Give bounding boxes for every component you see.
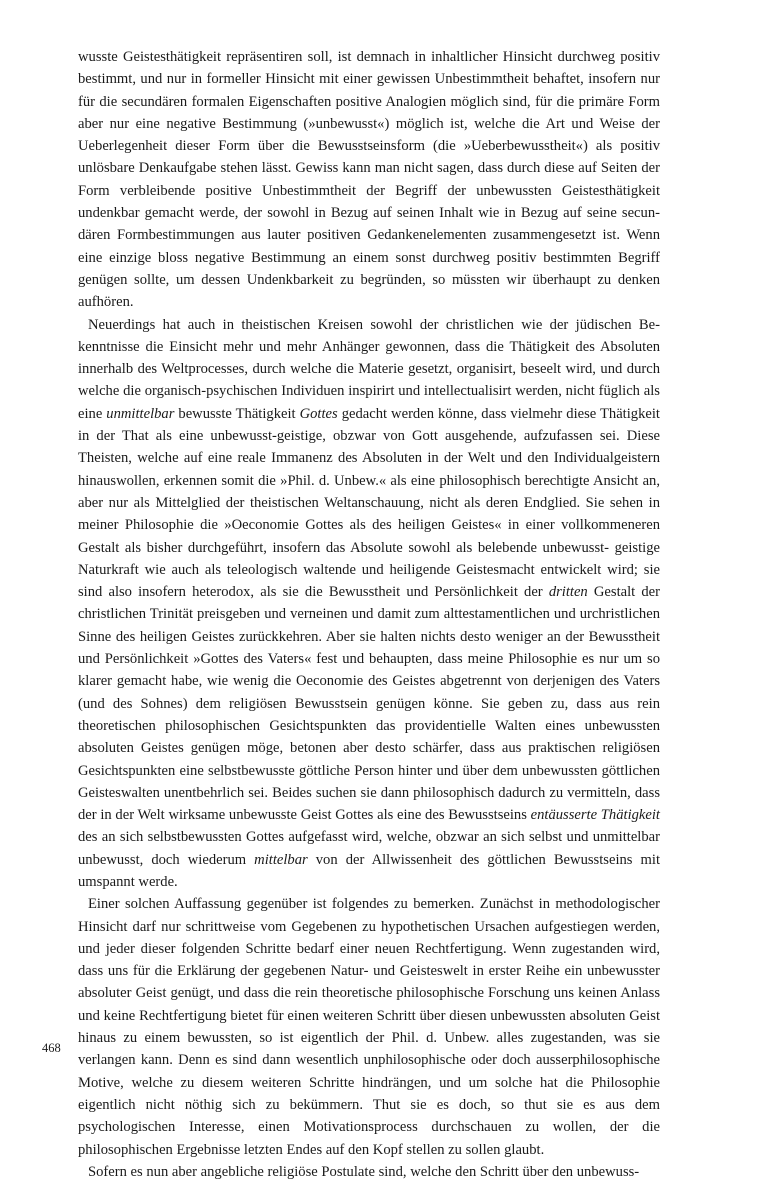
page-body <box>78 46 660 1183</box>
emphasized-text: entäusserte Thätigkeit <box>530 807 660 824</box>
paragraph-3 <box>78 893 660 1161</box>
text-run: bewusste Thätigkeit <box>174 405 300 422</box>
text-run: von der Allwissenheit des göttlichen Bewusstseins mit umspannt werde. <box>78 851 660 890</box>
text-run: Neuerdings hat auch in theistischen Kreisen sowohl der christlichen wie der jüdischen Bekenntnisse die Einsicht mehr und mehr Anhänger gewonnen, dass die Thätigkeit des Absoluten innerhalb des Weltprocesses, durch welche die Materie gesetzt, organisirt, beseelt wird, und durch welche die organisch-psychischen Individuen inspirirt und intellectualisirt werden, nicht füglich als eine <box>78 316 660 422</box>
text-run: wusste Geistesthätigkeit repräsentiren soll, ist demnach in inhaltlicher Hinsicht durchweg positiv bestimmt, und nur in formeller Hinsicht mit einer gewissen Unbestimmtheit behaftet, insofern nur für die secundären formalen Eigenschaften positive Analogien möglich sind, für die primäre Form aber nur eine negative Bestimmung (»unbewusst«) möglich ist, welche die Art und Weise der Ueberlegenheit dieser Form über die Bewusstseinsform (die »Ueberbewusstheit«) als positiv unlösbare Denkaufgabe stehen lässt. Gewiss kann man nicht sagen, dass durch diese auf Seiten der Form verbleibende positive Unbestimmtheit der Begriff der unbewussten Geistesthätigkeit undenkbar gemacht werde, der sowohl in Bezug auf seinen Inhalt wie in Bezug auf seine secundären Formbestimmungen aus lauter positiven Gedankenelementen zusammengesetzt ist. Wenn eine einzige bloss negative Bestimmung an einem sonst durchweg positiv bestimmten Begriff genügen sollte, um dessen Undenkbarkeit zu begründen, so müssten wir überhaupt zu denken aufhören. <box>78 49 660 311</box>
emphasized-text: Gottes <box>299 405 338 422</box>
text-run: des an sich selbstbewussten Gottes aufgefasst wird, welche, obzwar an sich selbst und unmittelbar unbewusst, doch wiederum <box>78 829 660 868</box>
text-run: Gestalt der christlichen Trinität preisgeben und verneinen und damit zum alttestamentlichen und urchristlichen Sinne des heiligen Geistes zurückkehren. Aber sie halten nichts desto weniger an der Bewusstheit und Persönlichkeit »Gottes des Vaters« fest und behaupten, dass meine Philosophie es nur um so klarer gemacht habe, wie wenig die Oeconomie des Geistes abgetrennt von derjenigen des Vaters (und des Sohnes) dem religiösen Bewusstsein genügen könne. Sie geben zu, dass aus rein theoretischen philosophischen Gesichtspunkten das providentielle Walten eines unbewussten absoluten Geistes genügen möge, betonen aber desto schärfer, dass aus praktischen religiösen Gesichtspunkten eine selbstbewusste göttliche Person hinter und über dem unbewussten göttlichen Geisteswalten unentbehrlich sei. Beides suchen sie dann philosophisch dadurch zu vermitteln, dass der in der Welt wirksame unbewusste Geist Gottes als eine des Bewusstseins <box>78 584 660 824</box>
text-run: gedacht werden könne, dass vielmehr diese Thätigkeit in der That als eine unbewusst-geistige, obzwar von Gott ausgehende, aufzufassen sei. Diese Theisten, welche auf eine reale Immanenz des Absoluten in der Welt und den Individualgeistern hinauswollen, erkennen somit die »Phil. d. Unbew.« als eine philosophisch berechtigte Ansicht an, aber nur als Mittelglied der theistischen Weltanschauung, nicht als deren Endglied. Sie sehen in meiner Philosophie die »Oeconomie Gottes als des heiligen Geistes« in einer vollkommeneren Gestalt als bisher durchgeführt, insofern das Absolute sowohl als belebende unbewusst- geistige Naturkraft wie auch als teleologisch waltende und heiligende Geistesmacht entwickelt wird; sie sind also insofern heterodox, als sie die Bewusstheit und Persönlichkeit der <box>78 405 660 601</box>
text-run: Sofern es nun aber angebliche religiöse Postulate sind, welche den Schritt über den unbewuss- <box>88 1163 640 1180</box>
emphasized-text: mittelbar <box>254 851 308 868</box>
text-run: Einer solchen Auffassung gegenüber ist folgendes zu bemerken. Zunächst in methodologischer Hinsicht darf nur schrittweise vom Gegebenen zu hypothetischen Ursachen aufgestiegen werden, und jeder dieser folgenden Schritte bedarf einer neuen Rechtfertigung. Wenn zugestanden wird, dass uns für die Erklärung der gegebenen Natur- und Geisteswelt in erster Reihe ein unbewusster absoluter Geist genügt, und dass die rein theoretische philosophische Forschung uns keinen Anlass und keine Rechtfertigung bietet für einen weiteren Schritt über diesen unbewussten absoluten Geist hinaus zu einem bewussten, so ist eigentlich der Phil. d. Unbew. alles zugestanden, was sie verlangen kann. Denn es sind dann wesentlich unphilosophische oder doch ausserphilosophische Motive, welche zu diesem weiteren Schritte hindrängen, und um solche hat die Philosophie eigentlich nicht nöthig sich zu bekümmern. Thut sie es doch, so thut sie es aus dem psychologischen Interesse, einen Motivationsprocess durchschauen zu wollen, der die philosophischen Ergebnisse letzten Endes auf den Kopf stellen zu sollen glaubt. <box>78 896 660 1158</box>
emphasized-text: dritten <box>548 584 588 601</box>
paragraph-2 <box>78 314 660 894</box>
paragraph-1 <box>78 46 660 314</box>
page-number: 468 <box>42 1041 61 1055</box>
emphasized-text: unmittelbar <box>106 405 175 422</box>
paragraph-4 <box>78 1161 660 1183</box>
